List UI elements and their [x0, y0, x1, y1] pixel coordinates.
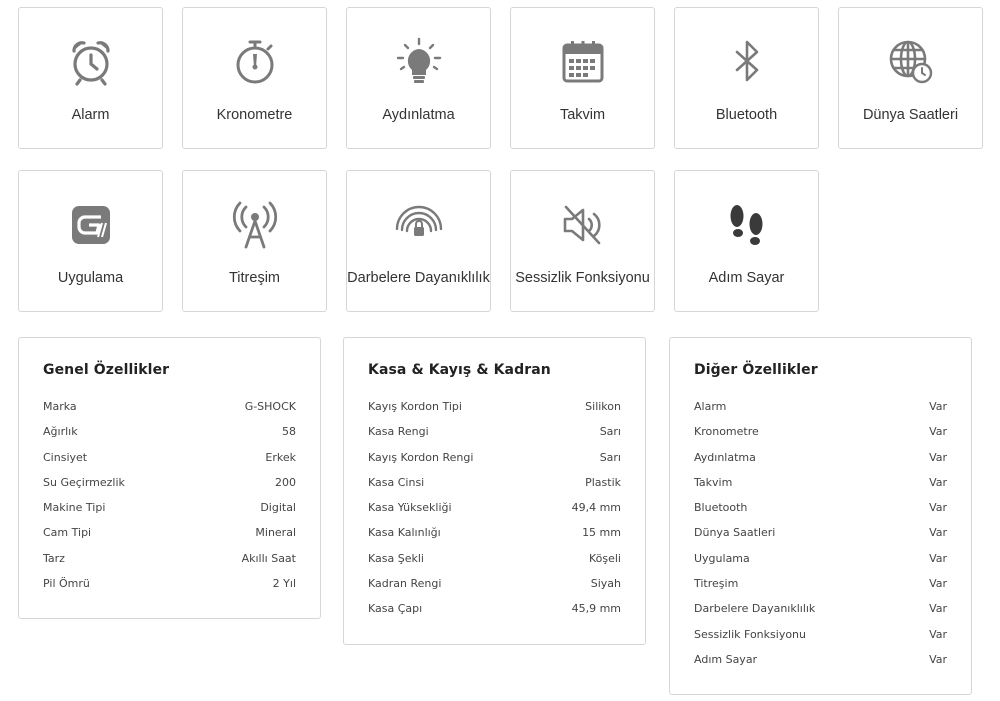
spec-row [43, 550, 296, 575]
spec-row [694, 449, 947, 474]
spec-value: Var [929, 475, 947, 489]
feature-card-uygulama [18, 170, 163, 312]
spec-key: Kasa Rengi [368, 425, 429, 439]
spec-row [43, 398, 296, 423]
mute-speaker-icon [557, 199, 609, 251]
spec-row [43, 524, 296, 549]
spec-value: Sarı [599, 425, 621, 439]
feature-card-aydinlatma [346, 7, 491, 149]
spec-row [694, 575, 947, 600]
panel-title: Kasa & Kayış & Kadran [368, 362, 551, 378]
spec-panel-kasa [343, 337, 646, 645]
spec-value: Var [929, 627, 947, 641]
panel-title: Genel Özellikler [43, 362, 170, 378]
spec-row [694, 626, 947, 651]
spec-rows [694, 398, 947, 676]
calendar-icon [557, 36, 609, 88]
spec-key: Kasa Kalınlığı [368, 526, 441, 540]
spec-row [368, 449, 621, 474]
spec-value: 2 Yıl [272, 577, 296, 591]
spec-value: Köşeli [588, 551, 621, 565]
spec-key: Kadran Rengi [368, 577, 442, 591]
spec-value: Akıllı Saat [241, 551, 296, 565]
spec-key: Marka [43, 400, 77, 413]
spec-row [694, 423, 947, 448]
spec-value: Var [929, 551, 947, 565]
spec-row [43, 575, 296, 600]
spec-value: 15 mm [582, 526, 621, 540]
spec-key: Ağırlık [43, 425, 78, 439]
spec-value: Var [929, 652, 947, 666]
spec-key: Su Geçirmezlik [43, 475, 125, 489]
spec-row [694, 600, 947, 625]
spec-row [43, 449, 296, 474]
spec-row [694, 550, 947, 575]
spec-row [694, 398, 947, 423]
gshock-app-icon [65, 199, 117, 251]
spec-row [43, 423, 296, 448]
spec-key: Kayış Kordon Tipi [368, 400, 462, 413]
stopwatch-icon [229, 36, 281, 88]
feature-row-2 [18, 170, 998, 312]
spec-key: Titreşim [694, 577, 739, 591]
spec-key: Kayış Kordon Rengi [368, 450, 474, 464]
feature-label: Titreşim [228, 270, 280, 286]
spec-key: Kasa Cinsi [368, 475, 425, 489]
spec-key: Makine Tipi [43, 501, 106, 515]
spec-value: Var [929, 577, 947, 591]
spec-key: Bluetooth [694, 501, 748, 515]
spec-key: Kasa Yüksekliği [368, 501, 452, 515]
feature-label: Dünya Saatleri [862, 107, 959, 123]
spec-row [694, 499, 947, 524]
spec-row [694, 474, 947, 499]
bluetooth-icon [721, 36, 773, 88]
feature-label: Sessizlik Fonksiyonu [515, 270, 650, 286]
spec-value: Mineral [255, 526, 296, 540]
feature-label: Alarm [71, 107, 110, 123]
spec-row [368, 550, 621, 575]
world-clock-icon [885, 36, 937, 88]
spec-key: Pil Ömrü [43, 577, 90, 591]
spec-row [368, 575, 621, 600]
feature-card-takvim [510, 7, 655, 149]
spec-row [368, 499, 621, 524]
spec-row [694, 651, 947, 676]
feature-label: Adım Sayar [708, 270, 785, 286]
spec-value: Plastik [585, 475, 621, 489]
feature-card-titresim [182, 170, 327, 312]
spec-row [43, 474, 296, 499]
panel-title: Diğer Özellikler [694, 362, 818, 378]
spec-key: Dünya Saatleri [694, 526, 776, 540]
spec-row [368, 474, 621, 499]
spec-value: Var [929, 526, 947, 540]
spec-key: Sessizlik Fonksiyonu [694, 627, 806, 641]
feature-label: Aydınlatma [382, 107, 455, 123]
feature-card-alarm [18, 7, 163, 149]
spec-key: Kasa Çapı [368, 602, 423, 616]
spec-row [694, 524, 947, 549]
shock-resist-icon [393, 199, 445, 251]
spec-panel-genel [18, 337, 321, 619]
spec-value: Var [929, 501, 947, 515]
light-bulb-icon [393, 36, 445, 88]
spec-key: Alarm [694, 400, 727, 413]
feature-card-bluetooth [674, 7, 819, 149]
feature-label: Kronometre [216, 107, 293, 123]
spec-value: Var [929, 425, 947, 439]
spec-value: Var [929, 450, 947, 464]
spec-key: Cam Tipi [43, 526, 92, 540]
spec-row [368, 524, 621, 549]
feature-grid [18, 7, 998, 333]
vibration-antenna-icon [229, 199, 281, 251]
feature-card-sessizlik [510, 170, 655, 312]
feature-label: Bluetooth [715, 107, 778, 123]
alarm-clock-icon [65, 36, 117, 88]
spec-key: Cinsiyet [43, 450, 88, 464]
spec-value: Digital [260, 501, 296, 515]
spec-value: 58 [282, 425, 296, 439]
feature-row-1 [18, 7, 998, 149]
spec-row [43, 499, 296, 524]
spec-value: 200 [275, 475, 296, 489]
spec-key: Kasa Şekli [368, 551, 424, 565]
spec-panel-diger [669, 337, 972, 695]
spec-row [368, 423, 621, 448]
spec-value: Var [929, 602, 947, 616]
spec-row [368, 398, 621, 423]
feature-label: Darbelere Dayanıklılık [347, 270, 490, 286]
footsteps-icon [721, 199, 773, 251]
spec-key: Uygulama [694, 551, 750, 565]
spec-value: Erkek [265, 450, 296, 464]
feature-card-adim-sayar [674, 170, 819, 312]
spec-value: 49,4 mm [571, 501, 621, 515]
feature-card-darbelere-dayaniklilik [346, 170, 491, 312]
spec-value: Sarı [599, 450, 621, 464]
spec-key: Adım Sayar [694, 652, 758, 666]
spec-value: Var [929, 400, 947, 413]
spec-key: Takvim [694, 475, 733, 489]
spec-value: Silikon [585, 400, 621, 413]
feature-card-kronometre [182, 7, 327, 149]
feature-label: Takvim [559, 107, 606, 123]
spec-key: Kronometre [694, 425, 759, 439]
spec-value: 45,9 mm [571, 602, 621, 616]
spec-key: Aydınlatma [694, 450, 756, 464]
spec-row [368, 600, 621, 625]
spec-rows [43, 398, 296, 600]
feature-card-dunya-saatleri [838, 7, 983, 149]
spec-value: Siyah [590, 577, 621, 591]
spec-key: Tarz [43, 551, 65, 565]
spec-key: Darbelere Dayanıklılık [694, 602, 816, 616]
spec-rows [368, 398, 621, 626]
spec-value: G-SHOCK [244, 400, 296, 413]
feature-label: Uygulama [57, 270, 124, 286]
